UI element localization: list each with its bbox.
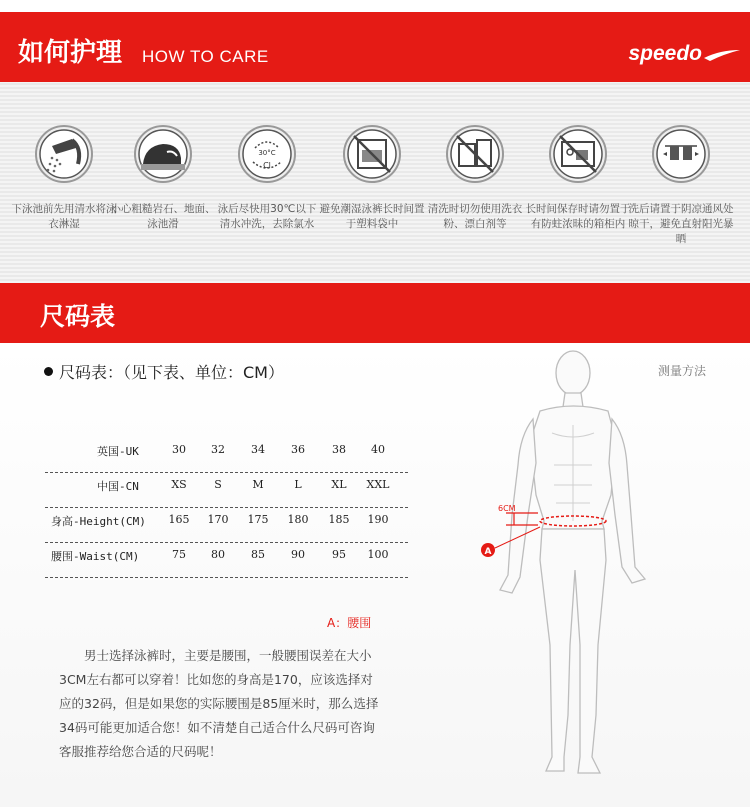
care-item-shower — [11, 124, 117, 232]
size-header-band — [0, 283, 750, 343]
chlorine-badge: 30°C — [258, 149, 276, 157]
cell: XS — [171, 478, 187, 491]
cell: 32 — [211, 443, 225, 456]
cell: 170 — [207, 513, 229, 526]
care-item-no-detergent — [422, 124, 528, 232]
speedo-swoosh-icon — [702, 48, 742, 62]
care-item-shade-dry — [628, 124, 734, 247]
cell: 75 — [172, 548, 186, 561]
care-item-chlorine — [214, 124, 320, 232]
cell: XXL — [366, 478, 390, 491]
care-caption: 清洗时切勿使用洗衣粉、漂白剂等 — [427, 203, 523, 230]
cell: 190 — [367, 513, 389, 526]
row-label: 身高-Height(CM) — [51, 515, 146, 528]
cell: 80 — [211, 548, 225, 561]
svg-text:Cl: Cl — [263, 161, 271, 170]
bullet-dot — [44, 367, 53, 376]
no-mothball-icon — [548, 124, 608, 184]
table-row-uk — [45, 438, 408, 473]
care-caption: 小心粗糙岩石、地面、泳池滑 — [110, 203, 216, 230]
cell: 30 — [172, 443, 186, 456]
size-table — [45, 438, 408, 578]
row-label: 腰围-Waist(CM) — [51, 550, 140, 563]
size-title-cn: 尺码表 — [40, 302, 116, 331]
offset-label: 6CM — [498, 504, 516, 513]
measure-method-label: 测量方法 — [658, 364, 707, 378]
shade-dry-icon — [651, 124, 711, 184]
care-item-plastic-bag — [319, 124, 425, 232]
size-note-text: 尺码表：（见下表、单位：CM） — [59, 363, 284, 382]
cell: 38 — [332, 443, 346, 456]
body-figure-illustration — [470, 345, 670, 785]
shower-icon — [34, 124, 94, 184]
chlorine-icon — [237, 124, 297, 184]
cell: 95 — [332, 548, 346, 561]
table-row-waist — [45, 543, 408, 578]
cell: S — [214, 478, 222, 491]
speedo-logo: speedo — [628, 42, 702, 65]
care-caption: 下泳池前先用清水将泳衣淋湿 — [11, 203, 117, 230]
table-row-cn — [45, 473, 408, 508]
care-caption: 长时间保存时请勿置于有防蛀浓昧的箱柜内 — [525, 203, 631, 230]
cell: XL — [331, 478, 347, 491]
legend-waist: A：腰围 — [327, 616, 372, 630]
cell: 175 — [247, 513, 269, 526]
row-label: 英国-UK — [97, 445, 139, 458]
care-header-band — [0, 12, 750, 82]
cell: M — [252, 478, 264, 491]
cell: 165 — [168, 513, 190, 526]
marker-a-text: A — [484, 547, 492, 557]
care-item-rock — [110, 124, 216, 232]
cell: 34 — [251, 443, 265, 456]
size-description: 男士选择泳裤时，主要是腰围，一般腰围误差在大小3CM左右都可以穿着！比如您的身高是170，应该选择对应的32码，但是如果您的实际腰围是85厘米时，那么选择34码可能更加适合您！如不清楚自己适合什么尺码可咨询客服推荐给您合适的尺码呢！ — [59, 648, 379, 759]
cell: 100 — [367, 548, 389, 561]
cell: 180 — [287, 513, 309, 526]
cell: 85 — [251, 548, 265, 561]
cell: 36 — [291, 443, 305, 456]
row-label: 中国-CN — [97, 480, 139, 493]
rock-icon — [133, 124, 193, 184]
care-item-no-mothball — [525, 124, 631, 232]
cell: L — [294, 478, 302, 491]
care-title-en: HOW TO CARE — [142, 47, 269, 66]
cell: 40 — [371, 443, 385, 456]
cell: 185 — [328, 513, 350, 526]
care-instructions — [0, 82, 750, 283]
cell: 90 — [291, 548, 305, 561]
care-caption: 泳后尽快用30℃以下清水冲洗，去除氯水 — [217, 203, 317, 230]
no-detergent-icon — [445, 124, 505, 184]
table-row-height — [45, 508, 408, 543]
care-title-cn: 如何护理 — [18, 38, 123, 68]
plastic-bag-icon — [342, 124, 402, 184]
care-caption: 洗后请置于阴凉通风处晾干，避免直射阳光暴晒 — [628, 203, 734, 245]
size-note — [44, 360, 284, 383]
care-caption: 避免潮湿泳裤长时间置于塑料袋中 — [319, 203, 425, 230]
